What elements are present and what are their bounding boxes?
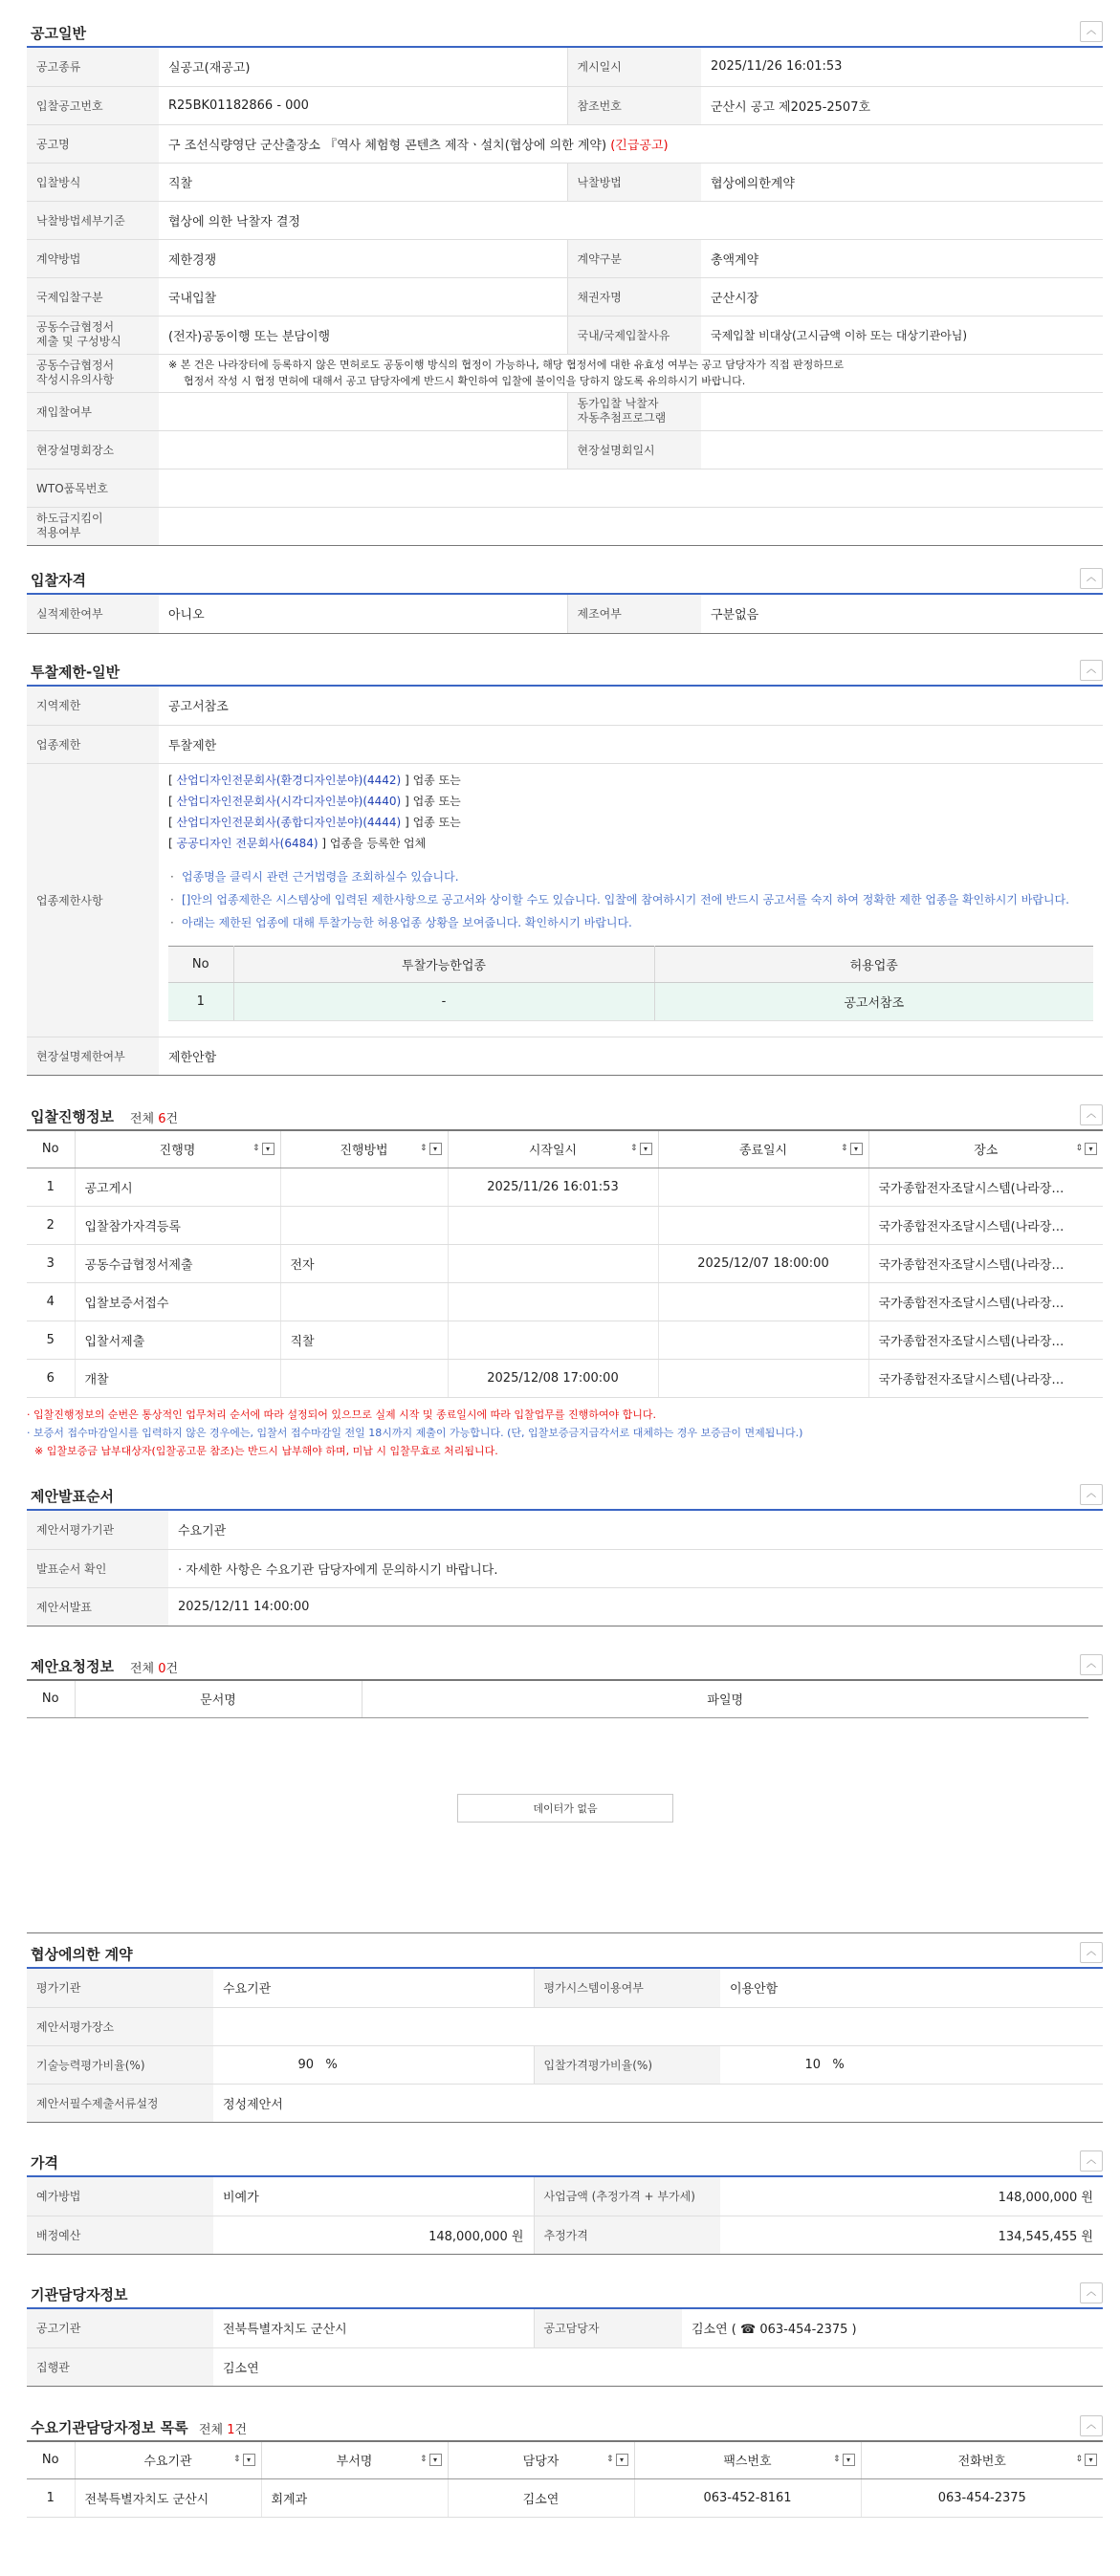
region-limit: 공고서참조 <box>159 687 1103 725</box>
percent-unit: % <box>325 2057 338 2072</box>
cell: - <box>233 982 654 1020</box>
label: 하도급지킴이 적용여부 <box>27 507 159 545</box>
cell: 회계과 <box>261 2478 448 2517</box>
cell <box>280 1168 448 1206</box>
section-request <box>27 1650 1103 1933</box>
bracket: [ <box>168 815 177 829</box>
notice-item: · 아래는 제한된 업종에 대해 투찰가능한 허용업종 상황을 보여줍니다. 확인하시기 바랍니다. <box>168 911 1093 934</box>
wto <box>159 469 1103 507</box>
rebid <box>159 392 567 430</box>
column-header[interactable] <box>448 2442 634 2478</box>
label: 기술능력평가비율(%) <box>27 2045 213 2084</box>
filter-dropdown-icon[interactable]: ▾ <box>429 1143 442 1155</box>
column-header-label: 진행명 <box>159 1144 196 1159</box>
bid-method: 직찰 <box>159 163 567 201</box>
count-suffix: 건 <box>165 1112 179 1126</box>
table-row <box>27 1244 1103 1282</box>
section-title: 기관담당자정보 <box>31 2286 128 2303</box>
table-row <box>27 1282 1103 1321</box>
industry-detail <box>159 763 1103 1037</box>
eval-place <box>213 2007 1103 2045</box>
sort-icon[interactable]: ⇕ <box>629 1144 638 1153</box>
label: 현장설명회장소 <box>27 430 159 469</box>
column-header-label: 시작일시 <box>528 1144 578 1159</box>
label: 계약방법 <box>27 239 159 277</box>
collapse-button[interactable] <box>1080 660 1103 681</box>
cell: 공고서참조 <box>654 982 1093 1020</box>
contract-type: 총액계약 <box>701 239 1103 277</box>
cell: 개찰 <box>75 1359 280 1397</box>
count-suffix: 건 <box>234 2423 248 2437</box>
filter-dropdown-icon[interactable]: ▾ <box>243 2454 255 2466</box>
label: 채권자명 <box>567 277 701 316</box>
label: 공동수급협정서 제출 및 구성방식 <box>27 316 159 354</box>
cell: 전북특별자치도 군산시 <box>75 2478 261 2517</box>
label: 제안서평가장소 <box>27 2007 213 2045</box>
tech-ratio-cell <box>213 2045 534 2084</box>
column-header[interactable] <box>280 1131 448 1168</box>
cell: 2 <box>27 1206 75 1244</box>
sort-control[interactable] <box>420 2454 442 2466</box>
bracket: ] <box>401 815 409 829</box>
notice-name: 구 조선식량영단 군산출장소 『역사 체험형 콘텐츠 제작ㆍ설치(협상에 의한 계약) <box>168 138 607 153</box>
industry-link[interactable]: 산업디자인전문회사(환경디자인분야)(4442) <box>176 773 402 787</box>
count-number: 1 <box>227 2423 235 2437</box>
eval-org: 수요기관 <box>168 1511 1103 1549</box>
cell: 6 <box>27 1359 75 1397</box>
chevron-up-icon: ︿ <box>1087 665 1096 675</box>
section-title: 입찰자격 <box>31 572 86 589</box>
cell: 1 <box>27 2478 75 2517</box>
cell: 국가종합전자조달시스템(나라장… <box>868 1282 1103 1321</box>
count-prefix: 전체 <box>130 1112 159 1126</box>
section-title: 제안요청정보 <box>31 1658 114 1675</box>
sort-control[interactable] <box>841 1143 863 1155</box>
cell: 국가종합전자조달시스템(나라장… <box>868 1206 1103 1244</box>
cell: 2025/11/26 16:01:53 <box>448 1168 658 1206</box>
joint-method: (전자)공동이행 또는 분담이행 <box>159 316 567 354</box>
section-presentation <box>27 1480 1103 1626</box>
cell: 5 <box>27 1321 75 1359</box>
column-header-label: 수요기관 <box>143 2455 192 2470</box>
sort-control[interactable] <box>233 2454 255 2466</box>
label: 공고담당자 <box>534 2309 682 2347</box>
label: 계약구분 <box>567 239 701 277</box>
cell: 4 <box>27 1282 75 1321</box>
auto <box>701 392 1103 430</box>
column-header-label: 팩스번호 <box>723 2455 772 2470</box>
cell <box>448 1321 658 1359</box>
cell: 063-452-8161 <box>634 2478 861 2517</box>
total-count <box>199 2419 247 2437</box>
executor: 김소연 <box>213 2347 1103 2386</box>
record-limit: 아니오 <box>159 595 567 633</box>
collapse-button[interactable] <box>1080 568 1103 589</box>
sort-control[interactable] <box>1075 2454 1097 2466</box>
sort-icon[interactable]: ⇕ <box>840 1144 848 1153</box>
label: 예가방법 <box>27 2177 213 2216</box>
label: 발표순서 확인 <box>27 1549 168 1587</box>
label: 집행관 <box>27 2347 213 2386</box>
notice-type: 실공고(재공고) <box>159 48 567 86</box>
cell <box>658 1206 868 1244</box>
creditor: 군산시장 <box>701 277 1103 316</box>
label: WTO품목번호 <box>27 469 159 507</box>
column-header-label: 담당자 <box>522 2455 560 2470</box>
column-header: 투찰가능한업종 <box>233 946 654 982</box>
cell: 국가종합전자조달시스템(나라장… <box>868 1168 1103 1206</box>
table-row <box>27 1168 1103 1206</box>
notice-name-cell <box>159 124 1103 163</box>
cell <box>280 1359 448 1397</box>
label: 추정가격 <box>534 2216 720 2254</box>
section-demand <box>27 2412 1103 2518</box>
price-method: 비예가 <box>213 2177 534 2216</box>
section-price <box>27 2147 1103 2255</box>
cell <box>448 1206 658 1244</box>
cell: 국가종합전자조달시스템(나라장… <box>868 1244 1103 1282</box>
label: 제안서발표 <box>27 1587 168 1626</box>
industry-suffix: 업종 또는 <box>408 815 461 829</box>
table-row <box>27 2478 1103 2517</box>
industry-line <box>168 812 1093 833</box>
count-number: 6 <box>158 1112 166 1126</box>
filter-dropdown-icon[interactable]: ▾ <box>1085 2454 1097 2466</box>
section-general <box>27 17 1103 546</box>
chevron-up-icon: ︿ <box>1087 1109 1096 1120</box>
label: 현장설명제한여부 <box>27 1037 159 1075</box>
chevron-up-icon: ︿ <box>1087 573 1096 583</box>
estimated-price: 134,545,455 원 <box>720 2216 1103 2254</box>
cell: 입찰참가자격등록 <box>75 1206 280 1244</box>
project-amount: 148,000,000 원 <box>720 2177 1103 2216</box>
percent-unit: % <box>832 2057 845 2072</box>
progress-table <box>27 1131 1103 1398</box>
column-header: 허용업종 <box>654 946 1093 982</box>
budget: 148,000,000 원 <box>213 2216 534 2254</box>
industry-line <box>168 833 1093 854</box>
cell <box>658 1321 868 1359</box>
award-method: 협상에의한계약 <box>701 163 1103 201</box>
label: 평가시스템이용여부 <box>534 1969 720 2007</box>
chevron-up-icon: ︿ <box>1087 1489 1096 1499</box>
column-header[interactable] <box>448 1131 658 1168</box>
sort-icon[interactable]: ⇕ <box>832 2455 841 2464</box>
collapse-button[interactable] <box>1080 1654 1103 1675</box>
section-title: 제안발표순서 <box>31 1488 114 1505</box>
notice-item: · []안의 업종제한은 시스템상에 입력된 제한사항으로 공고서와 상이할 수도 있습니다. 입찰에 참여하시기 전에 반드시 공고서를 숙지 하여 정확한 제한 업종을 확인하시기 바랍니다. <box>168 888 1093 911</box>
column-header-label: 전화번호 <box>957 2455 1006 2470</box>
section-qualification <box>27 564 1103 634</box>
request-table <box>27 1681 1088 1718</box>
column-header: No <box>168 946 233 982</box>
cell: 3 <box>27 1244 75 1282</box>
tech-ratio: 90 <box>297 2057 314 2072</box>
contract-method: 제한경쟁 <box>159 239 567 277</box>
column-header[interactable] <box>861 2442 1103 2478</box>
general-table <box>27 48 1103 546</box>
bracket: ] <box>401 773 409 787</box>
cell <box>658 1168 868 1206</box>
award-detail: 협상에 의한 낙찰자 결정 <box>159 201 1103 239</box>
label: 지역제한 <box>27 687 159 725</box>
chevron-up-icon: ︿ <box>1087 2155 1096 2166</box>
bracket: [ <box>168 773 177 787</box>
sort-control[interactable] <box>253 1143 275 1155</box>
collapse-button[interactable] <box>1080 2415 1103 2436</box>
collapse-button[interactable] <box>1080 2282 1103 2303</box>
count-prefix: 전체 <box>130 1662 159 1676</box>
column-header[interactable] <box>75 1131 280 1168</box>
label: 평가기관 <box>27 1969 213 2007</box>
sort-control[interactable] <box>630 1143 652 1155</box>
cell: 2025/12/07 18:00:00 <box>658 1244 868 1282</box>
cell: 직찰 <box>280 1321 448 1359</box>
label: 재입찰여부 <box>27 392 159 430</box>
order-confirm: · 자세한 사항은 수요기관 담당자에게 문의하시기 바랍니다. <box>168 1549 1103 1587</box>
total-count <box>130 1108 178 1126</box>
label: 사업금액 (추정가격 + 부가세) <box>534 2177 720 2216</box>
industry-link[interactable]: 공공디자인 전문회사(6484) <box>176 836 318 850</box>
table-row <box>27 1206 1103 1244</box>
industry-suffix: 업종을 등록한 업체 <box>326 836 427 850</box>
intl-reason: 국제입찰 비대상(고시금액 이하 또는 대상기관아님) <box>701 316 1103 354</box>
sort-control[interactable] <box>420 1143 442 1155</box>
price-ratio: 10 <box>804 2057 821 2072</box>
cell <box>658 1282 868 1321</box>
filter-dropdown-icon[interactable]: ▾ <box>843 2454 855 2466</box>
bracket: [ <box>168 794 177 808</box>
notice-org: 전북특별자치도 군산시 <box>213 2309 534 2347</box>
subcontract <box>159 507 1103 545</box>
section-progress <box>27 1101 1103 1460</box>
sort-icon[interactable]: ⇕ <box>252 1144 260 1153</box>
label: 현장설명회일시 <box>567 430 701 469</box>
column-header-label: 부서명 <box>336 2455 373 2470</box>
post-date: 2025/11/26 16:01:53 <box>701 48 1103 86</box>
label: 공고종류 <box>27 48 159 86</box>
label: 공고명 <box>27 124 159 163</box>
table-row <box>27 1359 1103 1397</box>
cell: 국가종합전자조달시스템(나라장… <box>868 1359 1103 1397</box>
cell <box>280 1206 448 1244</box>
cell: 1 <box>27 1168 75 1206</box>
column-header-label: No <box>41 2453 59 2468</box>
industry-line <box>168 791 1093 812</box>
progress-note: ※ 입찰보증금 납부대상자(입찰공고문 참조)는 반드시 납부해야 하며, 미납 시 입찰무효로 처리됩니다. <box>34 1444 498 1457</box>
cell: 공고게시 <box>75 1168 280 1206</box>
ref-no: 군산시 공고 제2025-2507호 <box>701 86 1103 124</box>
count-number: 0 <box>158 1662 166 1676</box>
filter-dropdown-icon[interactable]: ▾ <box>1085 1143 1097 1155</box>
column-header[interactable] <box>868 1131 1103 1168</box>
label: 낙찰방법세부기준 <box>27 201 159 239</box>
column-header-label: 장소 <box>974 1144 999 1159</box>
table-row <box>168 982 1093 1020</box>
count-suffix: 건 <box>165 1662 179 1676</box>
count-prefix: 전체 <box>199 2423 228 2437</box>
manufacture: 구분없음 <box>701 595 1103 633</box>
sort-control[interactable] <box>606 2454 628 2466</box>
label: 게시일시 <box>567 48 701 86</box>
sort-icon[interactable]: ⇕ <box>419 2455 428 2464</box>
label: 업종제한 <box>27 725 159 763</box>
eval-system: 이용안함 <box>720 1969 1103 2007</box>
section-title: 수요기관담당자정보 목록 <box>31 2419 188 2436</box>
column-header[interactable] <box>658 1131 868 1168</box>
chevron-up-icon: ︿ <box>1087 1947 1096 1957</box>
column-header: No <box>27 1681 75 1717</box>
filter-dropdown-icon[interactable]: ▾ <box>640 1143 652 1155</box>
column-header <box>27 1131 75 1168</box>
eval-org: 수요기관 <box>213 1969 534 2007</box>
label: 실적제한여부 <box>27 595 159 633</box>
chevron-up-icon: ︿ <box>1087 2420 1096 2431</box>
bracket: ] <box>401 794 409 808</box>
collapse-button[interactable] <box>1080 1104 1103 1125</box>
required-docs: 정성제안서 <box>213 2084 1103 2122</box>
cell <box>658 1359 868 1397</box>
label: 제조여부 <box>567 595 701 633</box>
bracket: ] <box>318 836 327 850</box>
cell <box>448 1282 658 1321</box>
chevron-up-icon: ︿ <box>1087 2287 1096 2298</box>
bracket: [ <box>168 836 177 850</box>
label: 참조번호 <box>567 86 701 124</box>
cell: 입찰보증서접수 <box>75 1282 280 1321</box>
cell: 김소연 <box>448 2478 634 2517</box>
site-limit: 제한안함 <box>159 1037 1103 1075</box>
collapse-button[interactable] <box>1080 1484 1103 1505</box>
sort-icon[interactable]: ⇕ <box>1075 2455 1083 2464</box>
label: 입찰방식 <box>27 163 159 201</box>
intl: 국내입찰 <box>159 277 567 316</box>
notice-item: · 업종명을 클릭시 관련 근거법령을 조회하실수 있습니다. <box>168 865 1093 888</box>
section-restriction <box>27 656 1103 1076</box>
column-header: 문서명 <box>75 1681 362 1717</box>
sort-icon[interactable]: ⇕ <box>1075 1144 1083 1153</box>
cell: 1 <box>168 982 233 1020</box>
column-header[interactable] <box>634 2442 861 2478</box>
sort-control[interactable] <box>833 2454 855 2466</box>
chevron-up-icon: ︿ <box>1087 1659 1096 1670</box>
filter-dropdown-icon[interactable]: ▾ <box>850 1143 863 1155</box>
column-header-label: No <box>41 1142 59 1157</box>
industry-link[interactable]: 산업디자인전문회사(종합디자인분야)(4444) <box>176 815 402 829</box>
label: 낙찰방법 <box>567 163 701 201</box>
industry-line <box>168 770 1093 791</box>
notice-manager: 김소연 ( ☎ 063-454-2375 ) <box>682 2309 1103 2347</box>
section-title: 협상에의한 계약 <box>31 1946 133 1963</box>
section-title: 입찰진행정보 <box>31 1108 114 1125</box>
label: 입찰가격평가비율(%) <box>534 2045 720 2084</box>
cell: 063-454-2375 <box>861 2478 1103 2517</box>
joint-note <box>159 354 1103 392</box>
section-title: 공고일반 <box>31 25 86 42</box>
notice-list <box>168 865 1093 934</box>
sort-icon[interactable]: ⇕ <box>605 2455 614 2464</box>
column-header: 파일명 <box>362 1681 1088 1717</box>
filter-dropdown-icon[interactable]: ▾ <box>262 1143 275 1155</box>
label: 공고기관 <box>27 2309 213 2347</box>
industry-lines <box>168 770 1093 854</box>
column-header[interactable] <box>75 2442 261 2478</box>
column-header-label: 종료일시 <box>738 1144 788 1159</box>
sort-icon[interactable]: ⇕ <box>419 1144 428 1153</box>
label: 입찰공고번호 <box>27 86 159 124</box>
section-title: 가격 <box>31 2154 58 2172</box>
sort-icon[interactable]: ⇕ <box>232 2455 241 2464</box>
cell <box>448 1244 658 1282</box>
price-ratio-cell <box>720 2045 1103 2084</box>
industry-suffix: 업종 또는 <box>408 794 461 808</box>
label: 제안서필수제출서류설정 <box>27 2084 213 2122</box>
section-title: 투찰제한-일반 <box>31 664 121 681</box>
demand-table <box>27 2442 1103 2518</box>
progress-note: · 보증서 접수마감일시를 입력하지 않은 경우에는, 입찰서 접수마감일 전일 18시까지 제출이 가능합니다. (단, 입찰보증금지급각서로 대체하는 경우 보증금이 면제됩니다.) <box>27 1426 803 1439</box>
cell: 공동수급협정서제출 <box>75 1244 280 1282</box>
joint-note-line: 협정서 작성 시 협정 면허에 대해서 공고 담당자에게 반드시 확인하여 입찰에 불이익을 당하지 않도록 유의하시기 바랍니다. <box>184 375 746 387</box>
total-count <box>130 1658 178 1676</box>
cell: 전자 <box>280 1244 448 1282</box>
label: 배정예산 <box>27 2216 213 2254</box>
cell: 입찰서제출 <box>75 1321 280 1359</box>
label: 동가입찰 낙찰자 자동추첨프로그램 <box>567 392 701 430</box>
section-negotiation <box>27 1938 1103 2123</box>
label: 제안서평가기관 <box>27 1511 168 1549</box>
cell: 국가종합전자조달시스템(나라장… <box>868 1321 1103 1359</box>
column-header[interactable] <box>261 2442 448 2478</box>
progress-note: · 입찰진행정보의 순번은 통상적인 업무처리 순서에 따라 설정되어 있으므로 실제 시작 및 종료일시에 따라 입찰업무를 진행하여야 합니다. <box>27 1408 656 1421</box>
label: 국제입찰구분 <box>27 277 159 316</box>
industry-limit: 투찰제한 <box>159 725 1103 763</box>
bid-no: R25BK01182866 - 000 <box>159 86 567 124</box>
urgent-tag: (긴급공고) <box>610 138 669 153</box>
label: 국내/국제입찰사유 <box>567 316 701 354</box>
filter-dropdown-icon[interactable]: ▾ <box>616 2454 628 2466</box>
joint-note-line: ※ 본 건은 나라장터에 등록하지 않은 면허로도 공동이행 방식의 협정이 가능하나, 해당 협정서에 대한 유효성 여부는 공고 담당자가 직접 판정하므로 <box>168 359 845 371</box>
section-agency <box>27 2279 1103 2387</box>
site-time <box>701 430 1103 469</box>
empty-state: 데이터가 없음 <box>457 1794 673 1823</box>
sort-control[interactable] <box>1075 1143 1097 1155</box>
industry-link[interactable]: 산업디자인전문회사(시각디자인분야)(4440) <box>176 794 402 808</box>
column-header-label: 진행방법 <box>340 1144 388 1159</box>
industry-suffix: 업종 또는 <box>408 773 461 787</box>
collapse-button[interactable] <box>1080 2150 1103 2172</box>
label: 업종제한사항 <box>27 763 159 1037</box>
table-row <box>27 1321 1103 1359</box>
collapse-button[interactable] <box>1080 21 1103 42</box>
cell <box>280 1282 448 1321</box>
allowed-industry-table <box>168 946 1093 1021</box>
collapse-button[interactable] <box>1080 1942 1103 1963</box>
chevron-up-icon: ︿ <box>1087 26 1096 36</box>
presentation-date: 2025/12/11 14:00:00 <box>168 1587 1103 1626</box>
filter-dropdown-icon[interactable]: ▾ <box>429 2454 442 2466</box>
site-place <box>159 430 567 469</box>
cell: 2025/12/08 17:00:00 <box>448 1359 658 1397</box>
label: 공동수급협정서 작성시유의사항 <box>27 354 159 392</box>
column-header <box>27 2442 75 2478</box>
